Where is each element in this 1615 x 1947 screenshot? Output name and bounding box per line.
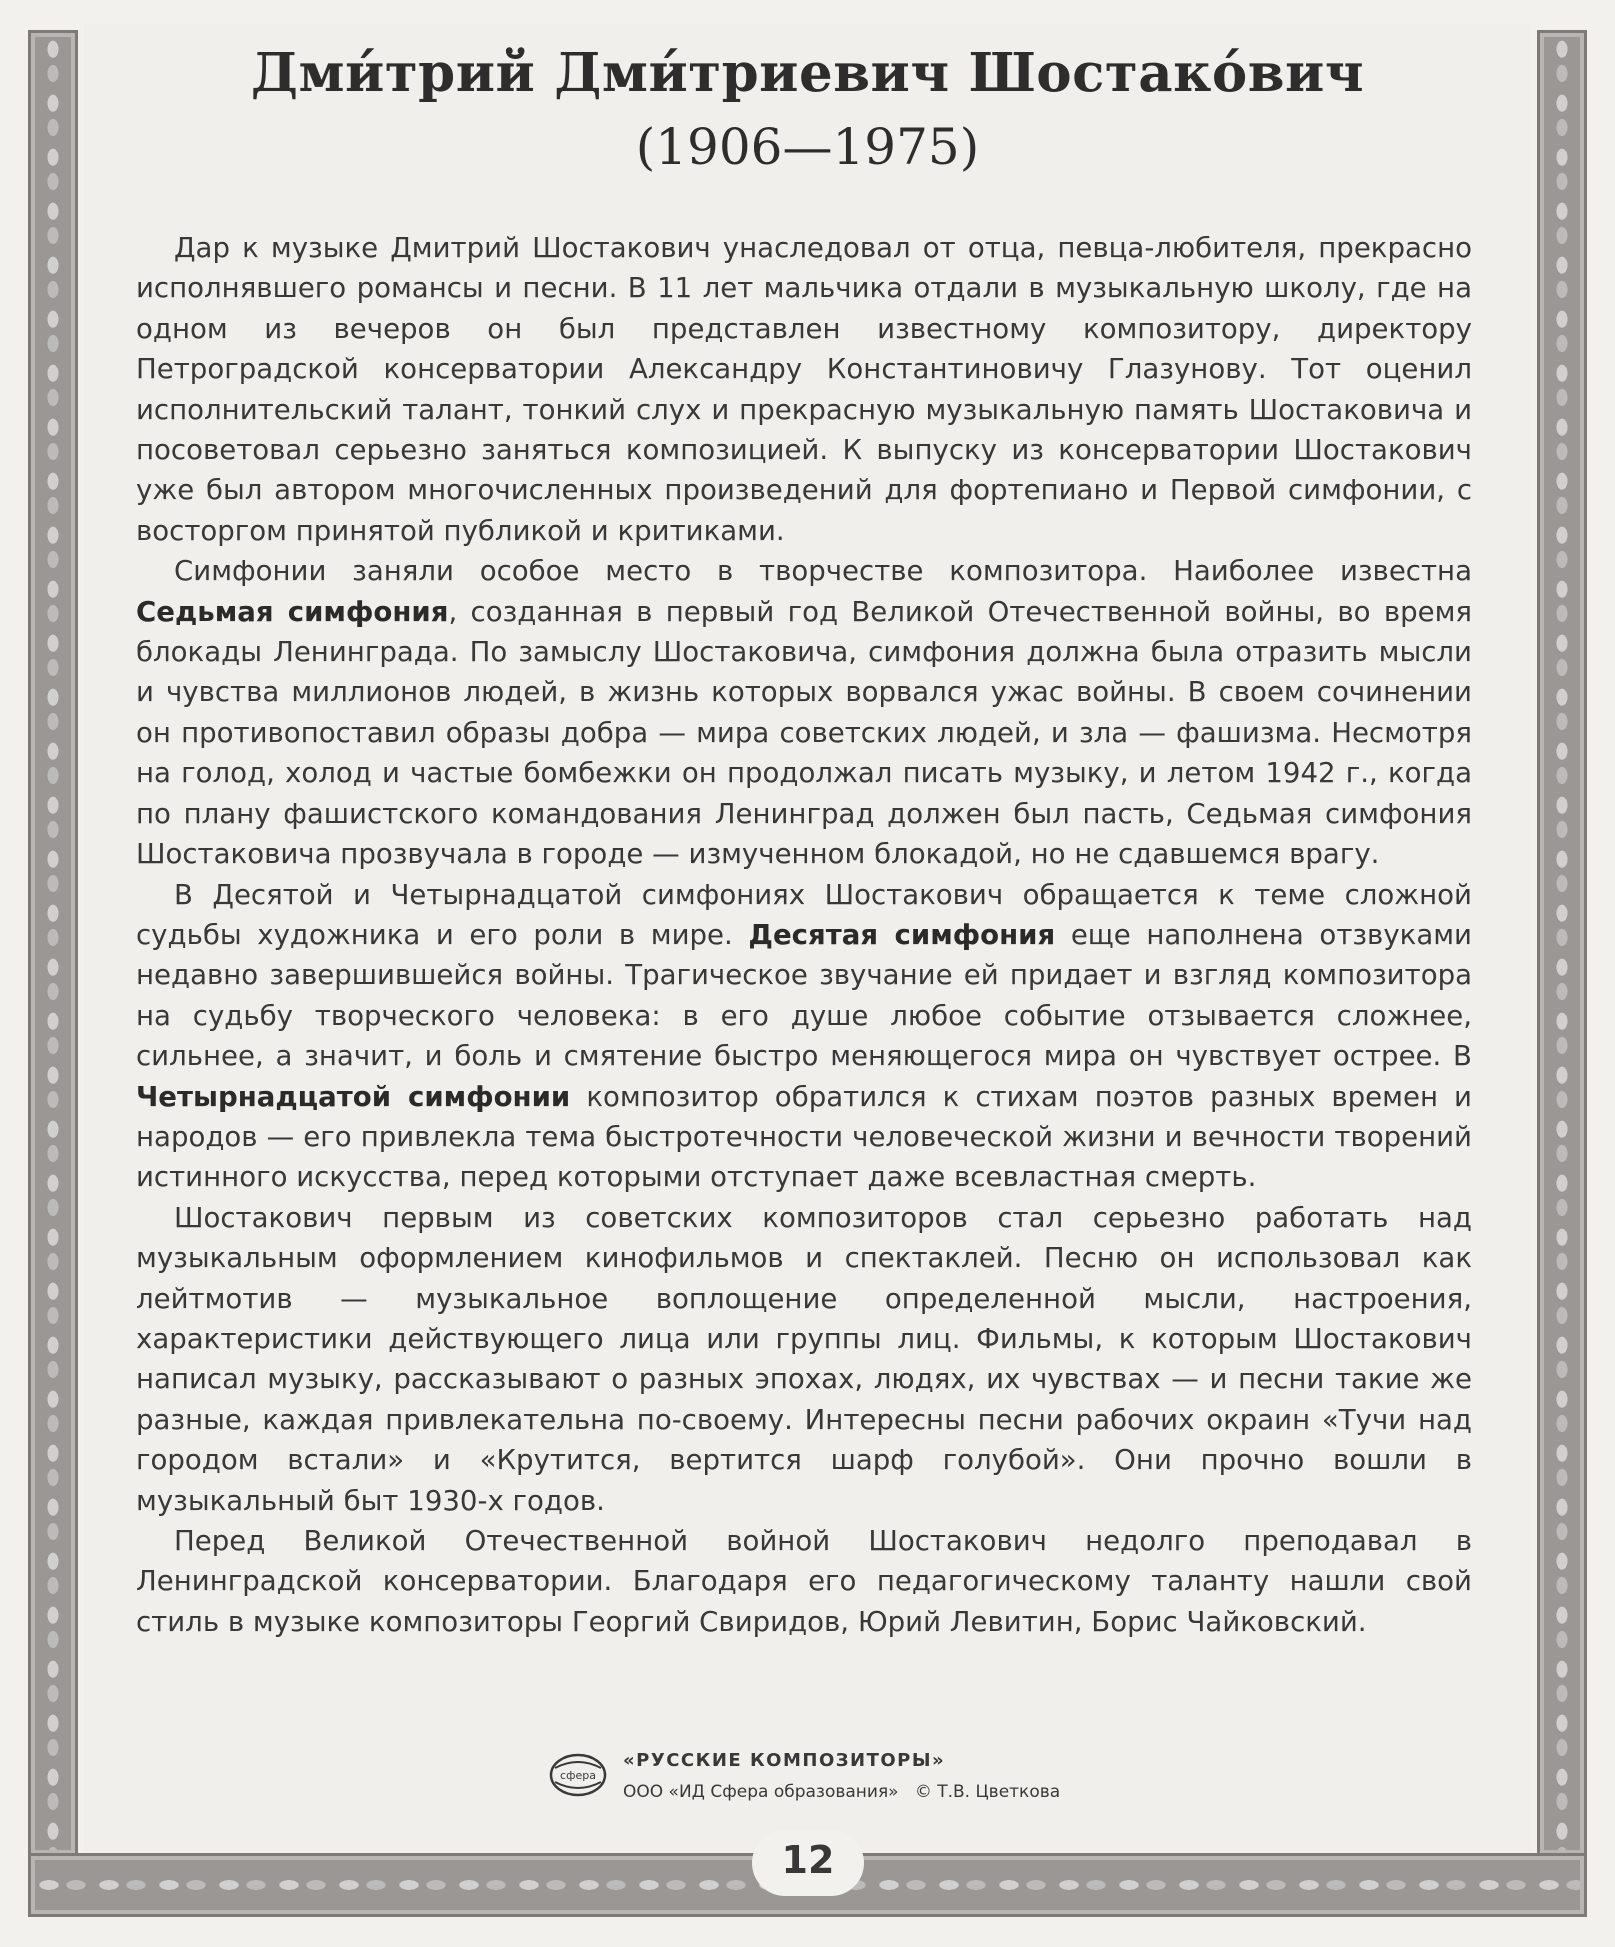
paragraph-3: В Десятой и Четырнадцатой симфониях Шостакович обращается к теме сложной судьбы художника и его роли в мире. Десятая симфония еще наполнена отзвуками недавно завершившейся войны. Трагическое звучание ей придает и взгляд композитора на судьбу творческого человека: в его душе любое событие отзывается сложнее, сильнее, а значит, и боль и смятение быстро меняющегося мира он чувствует острее. В Четырнадцатой симфонии композитор обратился к стихам поэтов разных времен и народов — его привлекла тема быстротечности человеческой жизни и вечности творений истинного искусства, перед которыми отступает даже всевластная смерть. xyxy=(136,877,1472,1194)
page-title: Дми́трий Дми́триевич Шостако́вич xyxy=(250,42,1365,104)
series-title: «РУССКИЕ КОМПОЗИТОРЫ» xyxy=(623,1750,946,1771)
page-number: 12 xyxy=(781,1838,835,1882)
paragraph-4: Шостакович первым из советских композиторов стал серьезно работать над музыкальным оформлением кинофильмов и спектаклей. Песню он использовал как лейтмотив — музыкальное воплощение определенной мысли, настроения, характеристики действующего лица или группы лиц. Фильмы, к которым Шостакович написал музыку, рассказывают о разных эпохах, людях, их чувствах — и песни такие же разные, каждая привлекательна по-своему. Интересны песни рабочих окраин «Тучи над городом встали» и «Крутится, вертится шарф голубой». Они прочно вошли в музыкальный быт 1930-х годов. xyxy=(136,1200,1472,1517)
publisher-info: ООО «ИД Сфера образования» © Т.В. Цветкова xyxy=(623,1782,1061,1802)
border-ornament-right xyxy=(1537,30,1587,1857)
paragraph-5: Перед Великой Отечественной войной Шостакович недолго преподавал в Ленинградской консерватории. Благодаря его педагогическому таланту нашли свой стиль в музыке композиторы Георгий Свиридов, Юрий Левитин, Борис Чайковский. xyxy=(136,1524,1472,1638)
life-years: (1906—1975) xyxy=(635,118,980,176)
bold-term: Седьмая симфония xyxy=(136,594,449,628)
paragraph-1: Дар к музыке Дмитрий Шостакович унаследовал от отца, певца-любителя, прекрасно исполнявшего романсы и песни. В 11 лет мальчика отдали в музыкальную школу, где на одном из вечеров он был представлен известному композитору, директору Петроградской консерватории Александру Константиновичу Глазунову. Тот оценил исполнительский талант, тонкий слух и прекрасную музыкальную память Шостаковича и посоветовал серьезно заняться композицией. К выпуску из консерватории Шостакович уже был автором многочисленных произведений для фортепиано и Первой симфонии, с восторгом принятой публикой и критиками. xyxy=(136,231,1472,547)
bold-term: Десятая симфония xyxy=(748,917,1056,951)
svg-text:сфера: сфера xyxy=(560,1769,596,1782)
publisher-logo-icon xyxy=(547,1752,609,1798)
bold-term: Четырнадцатой симфонии xyxy=(136,1079,571,1113)
border-ornament-left xyxy=(28,30,78,1857)
article-body xyxy=(136,228,1472,1642)
paragraph-2: Симфонии заняли особое место в творчестве композитора. Наиболее известна Седьмая симфония, созданная в первый год Великой Отечественной войны, во время блокады Ленинграда. По замыслу Шостаковича, симфония должна была отразить мысли и чувства миллионов людей, в жизнь которых ворвался ужас войны. В своем сочинении он противопоставил образы добра — мира советских людей, и зла — фашизма. Несмотря на голод, холод и частые бомбежки он продолжал писать музыку, и летом 1942 г., когда по плану фашистского командования Ленинград должен был пасть, Седьмая симфония Шостаковича прозвучала в городе — измученном блокадой, но не сдавшемся врагу. xyxy=(136,554,1472,871)
